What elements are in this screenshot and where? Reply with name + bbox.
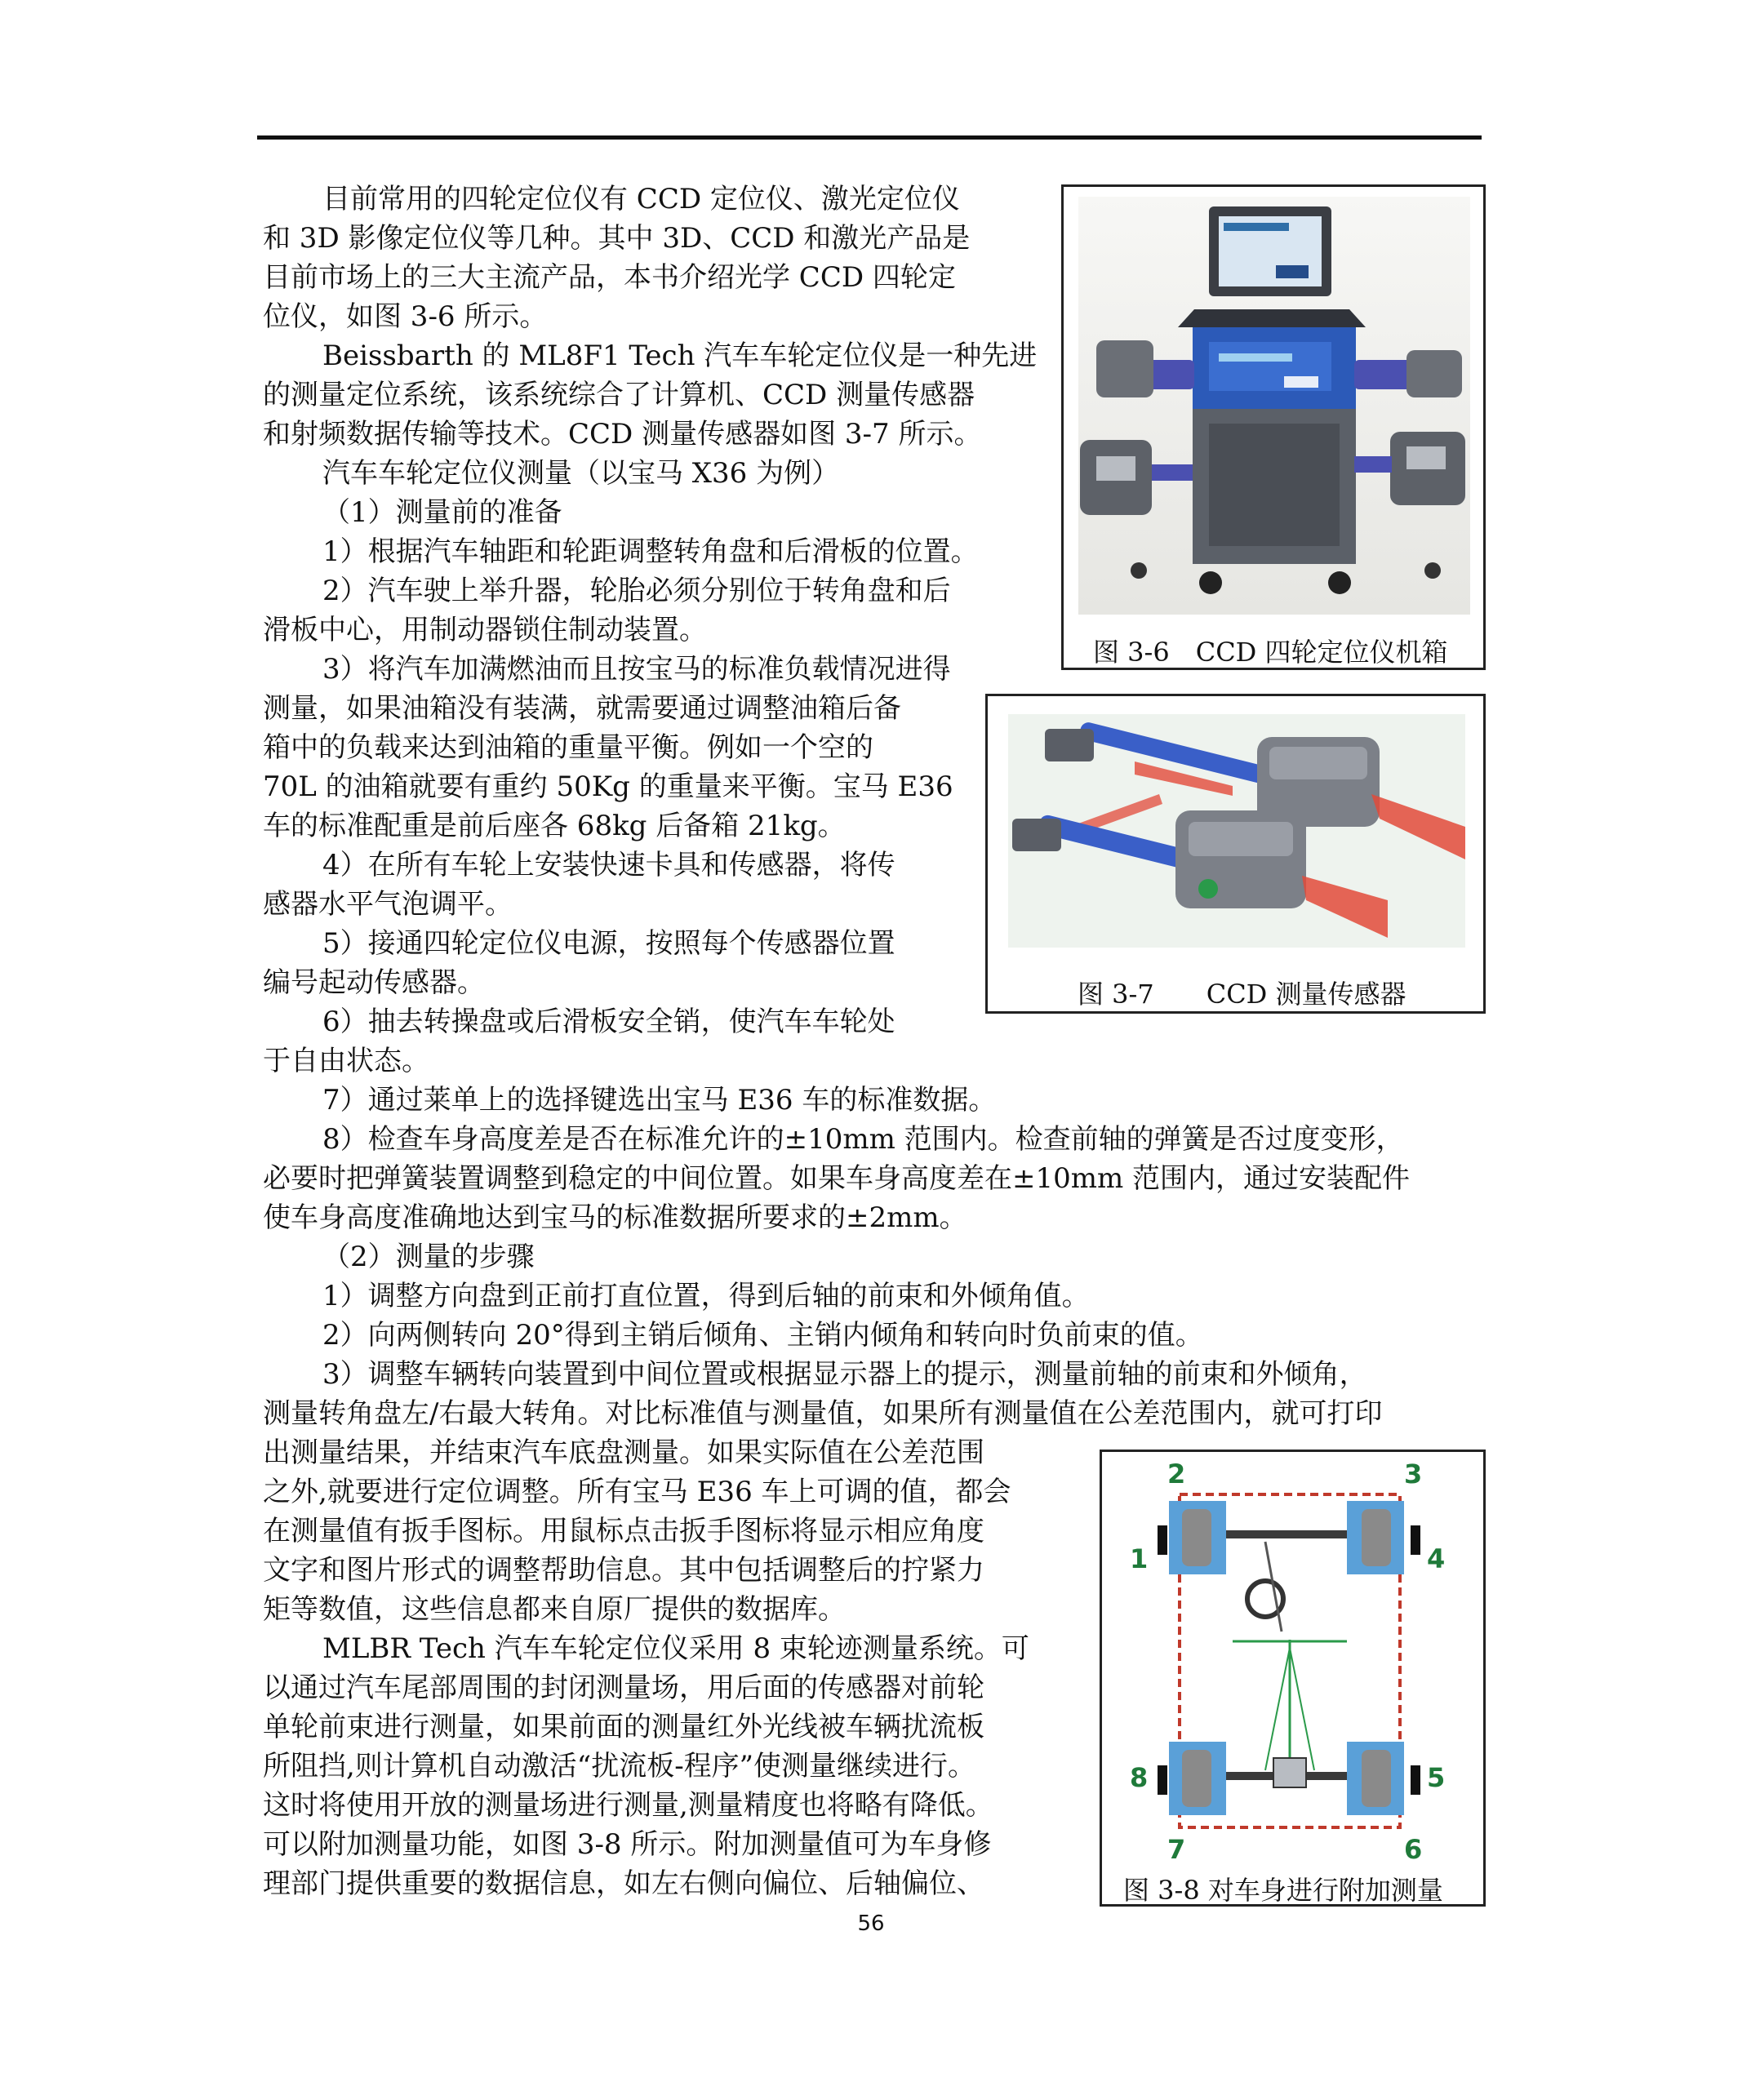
- label-3: 3: [1404, 1458, 1423, 1490]
- text-line: 1）根据汽车轴距和轮距调整转角盘和后滑板的位置。: [322, 535, 979, 568]
- text-line: 这时将使用开放的测量场进行测量,测量精度也将略有降低。: [263, 1789, 993, 1822]
- label-1: 1: [1130, 1543, 1149, 1574]
- ccd-sensor-image: [988, 696, 1483, 966]
- subsection-heading: （1）测量前的准备: [322, 496, 562, 529]
- text-line: 于自由状态。: [263, 1045, 429, 1077]
- text-line: 5）接通四轮定位仪电源，按照每个传感器位置: [322, 927, 895, 960]
- figure-3-8: [1100, 1450, 1486, 1907]
- label-5: 5: [1427, 1762, 1446, 1793]
- text-line: 位仪，如图 3-6 所示。: [263, 300, 548, 333]
- text-line: 8）检查车身高度差是否在标准允许的±10mm 范围内。检查前轴的弹簧是否过度变形，: [322, 1123, 1404, 1156]
- text-line: 以通过汽车尾部周围的封闭测量场，用后面的传感器对前轮: [263, 1672, 984, 1704]
- figure-3-7: [985, 694, 1486, 1014]
- text-line: 的测量定位系统，该系统综合了计算机、CCD 测量传感器: [263, 379, 975, 411]
- text-line: 目前常用的四轮定位仪有 CCD 定位仪、激光定位仪: [322, 183, 960, 215]
- text-line: 必要时把弹簧装置调整到稳定的中间位置。如果车身高度差在±10mm 范围内，通过安装配件: [263, 1162, 1411, 1195]
- label-2: 2: [1167, 1458, 1186, 1490]
- additional-measurement-diagram: [1102, 1452, 1483, 1860]
- text-line: 测量转角盘左/右最大转角。对比标准值与测量值，如果所有测量值在公差范围内，就可打印: [263, 1397, 1383, 1430]
- text-line: 7）通过莱单上的选择键选出宝马 E36 车的标准数据。: [322, 1084, 997, 1117]
- section-heading: 汽车车轮定位仪测量（以宝马 X36 为例）: [322, 457, 840, 490]
- text-line: 3）调整车辆转向装置到中间位置或根据显示器上的提示，测量前轴的前束和外倾角，: [322, 1358, 1367, 1391]
- header-rule: [257, 135, 1482, 140]
- figure-3-6: [1061, 184, 1486, 670]
- text-line: 滑板中心，用制动器锁住制动装置。: [263, 614, 707, 646]
- text-line: 文字和图片形式的调整帮助信息。其中包括调整后的拧紧力: [263, 1554, 984, 1587]
- text-line: 编号起动传感器。: [263, 966, 485, 999]
- text-line: 矩等数值，这些信息都来自原厂提供的数据库。: [263, 1593, 846, 1626]
- text-line: 测量，如果油箱没有装满，就需要通过调整油箱后备: [263, 692, 901, 725]
- text-line: 70L 的油箱就要有重约 50Kg 的重量来平衡。宝马 E36: [263, 770, 953, 803]
- label-8: 8: [1130, 1762, 1149, 1793]
- text-line: 可以附加测量功能，如图 3-8 所示。附加测量值可为车身修: [263, 1828, 992, 1861]
- text-line: 和射频数据传输等技术。CCD 测量传感器如图 3-7 所示。: [263, 418, 982, 451]
- figure-caption: 图 3-8 对车身进行附加测量: [1123, 1875, 1443, 1906]
- text-line: 2）向两侧转向 20°得到主销后倾角、主销内倾角和转向时负前束的值。: [322, 1319, 1203, 1352]
- text-line: 单轮前束进行测量，如果前面的测量红外光线被车辆扰流板: [263, 1711, 984, 1743]
- figure-caption: 图 3-7 CCD 测量传感器: [1078, 979, 1406, 1010]
- text-line: 目前市场上的三大主流产品，本书介绍光学 CCD 四轮定: [263, 261, 956, 294]
- text-line: 使车身高度准确地达到宝马的标准数据所要求的±2mm。: [263, 1201, 967, 1234]
- text-line: 4）在所有车轮上安装快速卡具和传感器，将传: [322, 849, 895, 881]
- label-7: 7: [1167, 1834, 1186, 1865]
- wheel-aligner-cabinet-image: [1064, 187, 1483, 624]
- text-line: 2）汽车驶上举升器，轮胎必须分别位于转角盘和后: [322, 575, 951, 607]
- text-line: 箱中的负载来达到油箱的重量平衡。例如一个空的: [263, 731, 873, 764]
- text-line: MLBR Tech 汽车车轮定位仪采用 8 束轮迹测量系统。可: [322, 1632, 1029, 1665]
- text-line: 1）调整方向盘到正前打直位置，得到后轴的前束和外倾角值。: [322, 1280, 1090, 1312]
- label-6: 6: [1404, 1834, 1423, 1865]
- text-line: 之外,就要进行定位调整。所有宝马 E36 车上可调的值，都会: [263, 1476, 1011, 1508]
- text-line: 在测量值有扳手图标。用鼠标点击扳手图标将显示相应角度: [263, 1515, 984, 1547]
- label-4: 4: [1427, 1543, 1446, 1574]
- text-line: 车的标准配重是前后座各 68kg 后备箱 21kg。: [263, 810, 846, 842]
- text-line: 3）将汽车加满燃油而且按宝马的标准负载情况进得: [322, 653, 951, 686]
- page-number: 56: [857, 1911, 885, 1936]
- text-line: Beissbarth 的 ML8F1 Tech 汽车车轮定位仪是一种先进: [322, 340, 1038, 372]
- figure-caption: 图 3-6 CCD 四轮定位仪机箱: [1093, 637, 1448, 668]
- text-line: 所阻挡,则计算机自动激活“扰流板-程序”使测量继续进行。: [263, 1750, 976, 1783]
- text-line: 理部门提供重要的数据信息，如左右侧向偏位、后轴偏位、: [263, 1867, 984, 1900]
- text-line: 和 3D 影像定位仪等几种。其中 3D、CCD 和激光产品是: [263, 222, 971, 255]
- subsection-heading: （2）测量的步骤: [322, 1241, 535, 1273]
- text-line: 6）抽去转操盘或后滑板安全销，使汽车车轮处: [322, 1006, 895, 1038]
- text-line: 感器水平气泡调平。: [263, 888, 513, 921]
- text-line: 出测量结果，并结束汽车底盘测量。如果实际值在公差范围: [263, 1436, 984, 1469]
